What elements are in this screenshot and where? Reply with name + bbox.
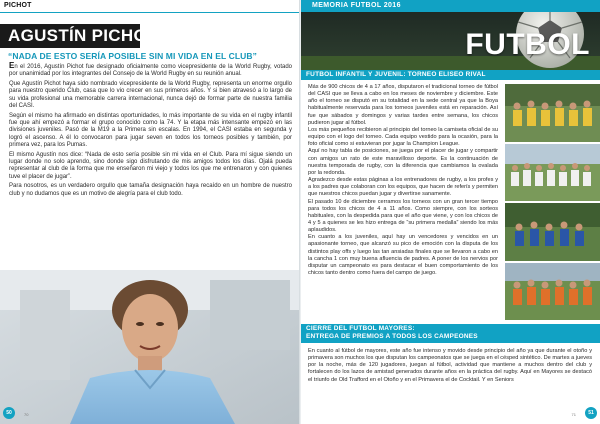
paragraph: Según el mismo ha afirmado en distintas oportunidades, lo más importante de su vida en el rugby infantil fue que ahí empezó a formar el grupo conocido como la 74. Y la etapa más intensante empezó en las divisiones juveniles. Pasó de la M19 a la Primera sin escalas. En 1994, el CASI estaba en segunda y logró el ascenso. A él lo convocaron para jugar seven en todos los torneos posibles y también, por primera vez, para los Pumas. [9, 112, 292, 148]
paragraph: En el 2016, Agustín Pichot fue designado oficialmente como vicepresidente de la World Rugby, votado por unanimidad por los integrantes del Consejo de la World Rugby en su reunión anual. [9, 61, 292, 78]
team-photo [505, 263, 600, 321]
header-rule [0, 12, 300, 13]
article-body [308, 84, 498, 277]
right-page [300, 0, 600, 424]
page-title: AGUSTÍN PICHOT [8, 26, 158, 45]
section-heading-line: ENTREGA DE PREMIOS A TODOS LOS CAMPEONES [306, 333, 478, 340]
paragraph: Que Agustín Pichot haya sido nombrado vicepresidente de la World Rugby, representa un enorme orgullo para nuestro querido Club, casa que lo vio crecer en sus primeros años. Y si bien atravesó a lo largo de su vida profesional una memorable carrera internacional, nunca dejó de formar parte de nuestra familia del CASI. [9, 81, 292, 109]
paragraph: Agradezco desde estas páginas a los entrenadores de rugby, a los profes y a los padres que colaboran con los equipos, que hacen de referís y permiten que nuestros chicos puedan jugar y divertirse sanamente. [308, 177, 498, 198]
article-body [9, 62, 292, 201]
folio: 71 [571, 412, 576, 417]
hero-banner [300, 12, 600, 70]
section-heading [300, 324, 600, 343]
paragraph: En cuanto a los juveniles, aquí hay un vencedores y vencidos en un apasionante torneo, que alcanzó su pico de emoción con la disputa de los distintos play offs y luego las tan ansiadas finales que se llevaron a cabo en la cancha 1 con muy buena afluencia de padres. A poner de los nervios por disputar un campeonato es para destacar el buen comportamiento de los chicos tanto dentro como fuera del campo de juego. [308, 234, 498, 277]
paragraph: En cuanto al fútbol de mayores, este año fue intenso y movido desde principio del año ya que durante el otoño y primavera son muchos los que disputan los campeonatos que se juega en el césped sintético. De martes a jueves por la noche, más de 120 jugadores, juegan al fútbol, actividad que mantiene a muchos dentro del club y fortalecen do los lazos de amistad generados durante años en la práctica del rugby. Aquí en Mayores se destacó el triunfo de Old Trafford en el Otoño y en el Primavera el de Cocktail. Y en Seniors [308, 348, 592, 383]
left-header [0, 0, 300, 12]
hero-title: FUTBOL [465, 28, 590, 61]
folio: 70 [24, 412, 29, 417]
pichot-portrait-photo [0, 270, 300, 424]
paragraph: Aquí no hay tabla de posiciones, se juega por el placer de jugar y compartir con amigos un rato de este maravilloso deporte. Es la continuación de nuestra temporada de rugby, con la diferencia que cambiamos la ovalada por la redonda. [308, 148, 498, 176]
section-heading-line: CIERRE DEL FUTBOL MAYORES: [306, 325, 415, 332]
paragraph: Los más pequeños recibieron al principio del torneo la camiseta oficial de su equipo con el logo del torneo. Cada equipo vestido para la ocasión, para la foto oficial como si estuvieran por jugar la Champion League. [308, 126, 498, 148]
right-header [300, 0, 600, 12]
page-gutter [299, 0, 301, 424]
magazine-name: MEMORIA FUTBOL 2016 [312, 2, 401, 9]
page-number-badge: 50 [3, 407, 15, 419]
section-heading: FUTBOL INFANTIL Y JUVENIL: TORNEO ELISEO RIVAL [300, 70, 600, 80]
title-block [0, 24, 158, 48]
paragraph: El mismo Agustín nos dice: “Nada de esto sería posible sin mi vida en el Club. Para mí sigue siendo un lugar donde no solo aprendo, sino donde sigo disfrutando de mis amigos todos los días. Ojalá pueda representar al club de la forma que me enseñaron mi viejo y todos los que me entrenaron y con quienes tuve el placer de jugar”. [9, 151, 292, 180]
paragraph: Más de 900 chicos de 4 a 17 años, disputaron el tradicional torneo de fútbol del CASI que se lleva a cabo en los meses de noviembre y diciembre. Este año el torneo se disputó en su totalidad en la sede central ya que la Boya habitualmente reservada para los torneos juveniles está en reparación. Así fue que sábados y domingos y varias tardes entre semana, los chicos pudieron jugar al fútbol. [308, 84, 498, 126]
page-number-badge: 51 [585, 407, 597, 419]
team-photo [505, 84, 600, 142]
paragraph: Para nosotros, es un verdadero orgullo que tamaña designación haya recaído en un hombre de nuestro club y no dudamos que es un motivo de alegría para el club todo. [9, 183, 292, 197]
team-photo [505, 144, 600, 202]
paragraph: El pasado 10 de diciembre cerramos los torneos con un gran tercer tiempo para todos los chicos de 4 a 11 años. Como siempre, con los sorteos habituales, con la despedida para que el año que viene, y con los chicos de 4 y 5 a quienes se les hizo entrega de “su primera medalla” siendo los más aplaudidos. [308, 198, 498, 234]
photo-column [505, 84, 600, 320]
section-tag: PICHOT [4, 2, 32, 9]
team-photo [505, 203, 600, 261]
page-subtitle: “NADA DE ESTO SERÍA POSIBLE SIN MI VIDA EN EL CLUB” [8, 51, 257, 61]
